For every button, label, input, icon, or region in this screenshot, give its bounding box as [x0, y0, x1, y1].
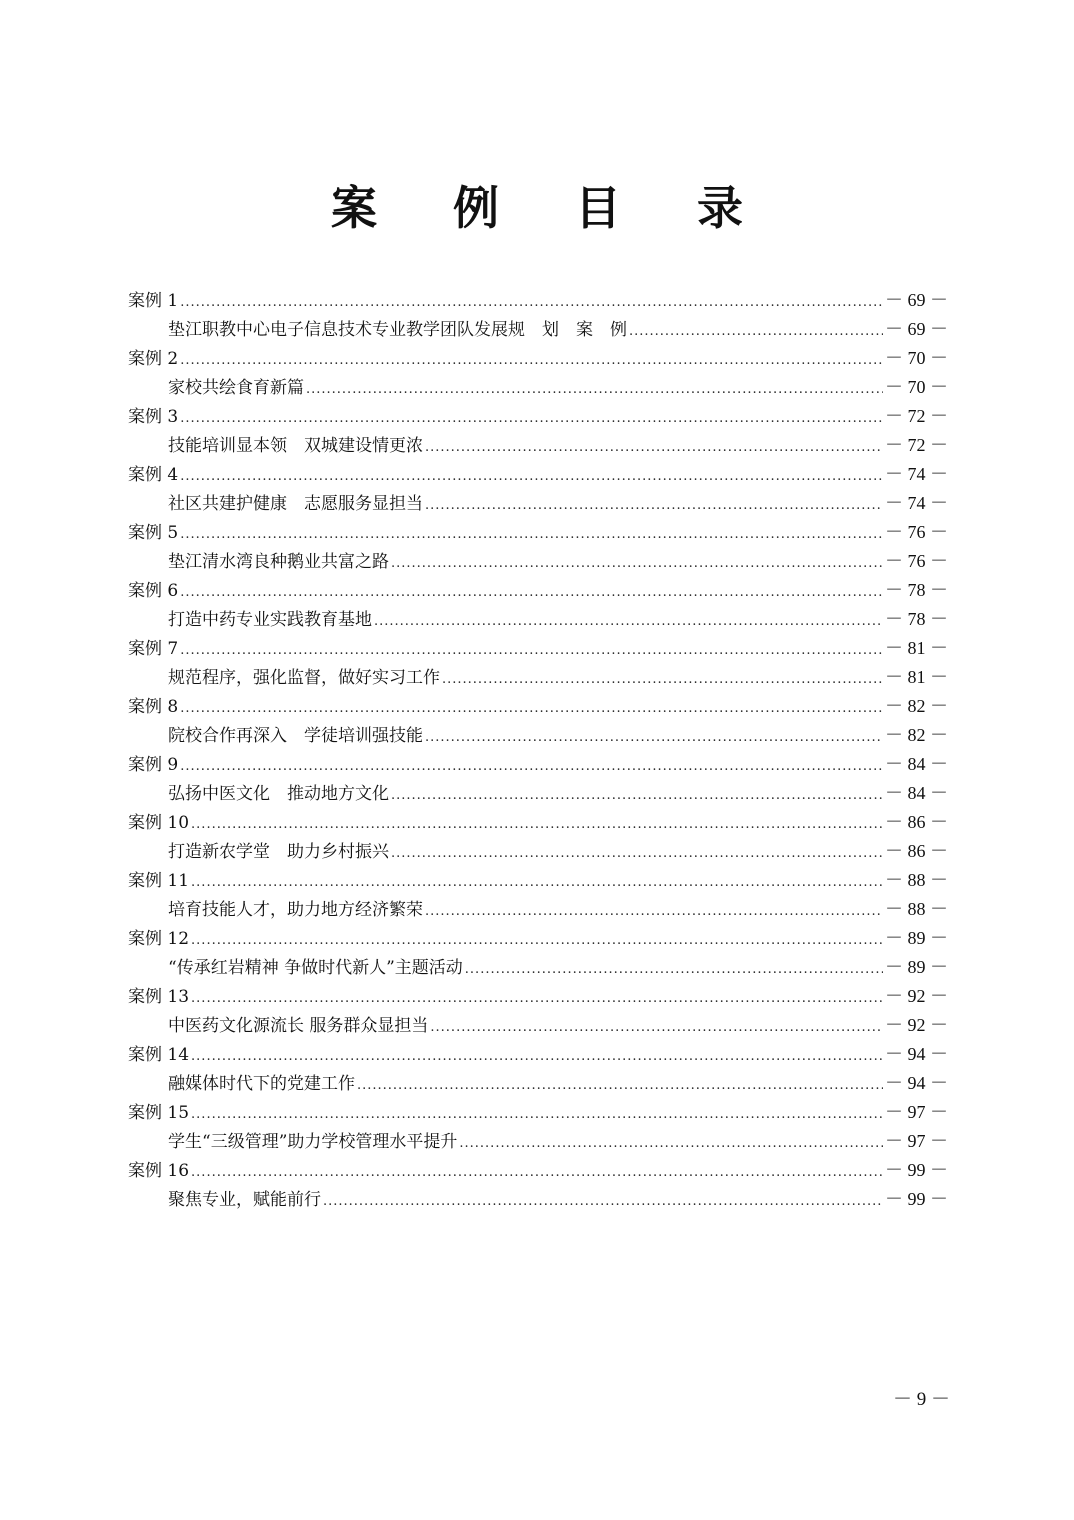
- toc-entry-label: 打造新农学堂 助力乡村振兴: [168, 842, 389, 862]
- toc-entry-title[interactable]: [128, 779, 948, 808]
- toc-entry-case[interactable]: [128, 460, 948, 489]
- toc-entry-page: － 78 －: [885, 609, 948, 629]
- toc-entry-page: － 69 －: [885, 319, 948, 339]
- dot-leader: [425, 433, 883, 462]
- toc-entry-page: － 74 －: [885, 464, 948, 484]
- toc-entry-page: － 78 －: [885, 580, 948, 600]
- toc-entry-label: 案例 3: [128, 407, 179, 427]
- toc-entry-label: 学生“三级管理”助力学校管理水平提升: [168, 1132, 458, 1152]
- toc-entry-title[interactable]: [128, 489, 948, 518]
- toc-entry-case[interactable]: [128, 808, 948, 837]
- toc-entry-label: 聚焦专业，赋能前行: [168, 1190, 321, 1210]
- toc-entry-case[interactable]: [128, 750, 948, 779]
- toc-entry-title[interactable]: [128, 547, 948, 576]
- toc-entry-label: 案例 9: [128, 755, 179, 775]
- toc-entry-label: 融媒体时代下的党建工作: [168, 1074, 355, 1094]
- toc-entry-title[interactable]: [128, 1011, 948, 1040]
- dot-leader: [180, 694, 883, 723]
- toc-entry-label: 案例 13: [128, 987, 190, 1007]
- dot-leader: [465, 955, 883, 984]
- toc-entry-label: 规范程序，强化监督，做好实习工作: [168, 668, 440, 688]
- toc-entry-page: － 70 －: [885, 348, 948, 368]
- toc-entry-page: － 94 －: [885, 1044, 948, 1064]
- page-title: 案 例 目 录: [330, 181, 774, 235]
- dot-leader: [180, 752, 883, 781]
- dot-leader: [180, 520, 883, 549]
- dot-leader: [191, 1158, 883, 1187]
- toc-entry-label: 中医药文化源流长 服务群众显担当: [168, 1016, 429, 1036]
- dot-leader: [191, 926, 883, 955]
- toc-entry-label: 案例 7: [128, 639, 179, 659]
- toc-entry-page: － 82 －: [885, 696, 948, 716]
- toc-entry-case[interactable]: [128, 1156, 948, 1185]
- toc-entry-page: － 88 －: [885, 899, 948, 919]
- toc-entry-page: － 76 －: [885, 522, 948, 542]
- toc-entry-page: － 86 －: [885, 812, 948, 832]
- toc-entry-case[interactable]: [128, 286, 948, 315]
- dot-leader: [180, 578, 883, 607]
- toc-entry-label: 案例 15: [128, 1103, 190, 1123]
- toc-entry-page: － 89 －: [885, 928, 948, 948]
- toc-entry-title[interactable]: [128, 1127, 948, 1156]
- toc-entry-case[interactable]: [128, 982, 948, 1011]
- toc-entry-page: － 89 －: [885, 957, 948, 977]
- toc-entry-label: 垫江清水湾良种鹅业共富之路: [168, 552, 389, 572]
- toc-entry-page: － 92 －: [885, 986, 948, 1006]
- toc-entry-page: － 82 －: [885, 725, 948, 745]
- toc-entry-case[interactable]: [128, 1040, 948, 1069]
- toc-entry-label: 案例 1: [128, 291, 179, 311]
- dot-leader: [425, 897, 883, 926]
- dot-leader: [191, 810, 883, 839]
- toc-entry-page: － 88 －: [885, 870, 948, 890]
- toc-entry-label: 案例 16: [128, 1161, 190, 1181]
- toc-entry-label: 打造中药专业实践教育基地: [168, 610, 372, 630]
- toc-entry-label: 案例 8: [128, 697, 179, 717]
- toc-entry-page: － 94 －: [885, 1073, 948, 1093]
- toc-entry-title[interactable]: [128, 1185, 948, 1214]
- toc-entry-title[interactable]: [128, 721, 948, 750]
- dot-leader: [459, 1129, 883, 1158]
- dot-leader: [180, 404, 883, 433]
- dot-leader: [180, 346, 883, 375]
- toc-entry-label: 社区共建护健康 志愿服务显担当: [168, 494, 423, 514]
- toc-entry-page: － 84 －: [885, 754, 948, 774]
- dot-leader: [425, 491, 883, 520]
- toc-entry-page: － 70 －: [885, 377, 948, 397]
- dot-leader: [180, 636, 883, 665]
- toc-entry-label: 案例 12: [128, 929, 190, 949]
- toc-entry-page: － 81 －: [885, 667, 948, 687]
- toc-entry-label: 案例 14: [128, 1045, 190, 1065]
- toc-entry-title[interactable]: [128, 373, 948, 402]
- toc-entry-label: 培育技能人才，助力地方经济繁荣: [168, 900, 423, 920]
- dot-leader: [180, 288, 883, 317]
- toc-entry-page: － 97 －: [885, 1102, 948, 1122]
- toc-entry-title[interactable]: [128, 953, 948, 982]
- toc-entry-page: － 72 －: [885, 406, 948, 426]
- dot-leader: [391, 781, 883, 810]
- dot-leader: [391, 549, 883, 578]
- dot-leader: [357, 1071, 883, 1100]
- toc-entry-case[interactable]: [128, 866, 948, 895]
- table-of-contents: [128, 286, 948, 1214]
- toc-entry-label: 技能培训显本领 双城建设情更浓: [168, 436, 423, 456]
- toc-entry-page: － 92 －: [885, 1015, 948, 1035]
- toc-entry-label: “传承红岩精神 争做时代新人”主题活动: [168, 958, 463, 978]
- toc-entry-page: － 86 －: [885, 841, 948, 861]
- toc-entry-page: － 81 －: [885, 638, 948, 658]
- dot-leader: [430, 1013, 883, 1042]
- toc-entry-case[interactable]: [128, 634, 948, 663]
- toc-entry-label: 垫江职教中心电子信息技术专业教学团队发展规 划 案 例: [168, 320, 627, 340]
- toc-entry-title[interactable]: [128, 431, 948, 460]
- dot-leader: [180, 462, 883, 491]
- toc-entry-title[interactable]: [128, 663, 948, 692]
- dot-leader: [191, 868, 883, 897]
- page-number: － 9 －: [892, 1389, 950, 1410]
- toc-entry-title[interactable]: [128, 837, 948, 866]
- toc-entry-label: 案例 2: [128, 349, 179, 369]
- toc-entry-label: 案例 6: [128, 581, 179, 601]
- toc-entry-page: － 69 －: [885, 290, 948, 310]
- toc-entry-case[interactable]: [128, 518, 948, 547]
- toc-entry-page: － 72 －: [885, 435, 948, 455]
- toc-entry-case[interactable]: [128, 344, 948, 373]
- toc-entry-label: 弘扬中医文化 推动地方文化: [168, 784, 389, 804]
- dot-leader: [442, 665, 883, 694]
- dot-leader: [191, 984, 883, 1013]
- toc-entry-page: － 84 －: [885, 783, 948, 803]
- toc-entry-page: － 76 －: [885, 551, 948, 571]
- dot-leader: [374, 607, 883, 636]
- dot-leader: [191, 1100, 883, 1129]
- dot-leader: [629, 317, 883, 346]
- toc-entry-case[interactable]: [128, 924, 948, 953]
- toc-entry-label: 院校合作再深入 学徒培训强技能: [168, 726, 423, 746]
- toc-entry-title[interactable]: [128, 1069, 948, 1098]
- toc-entry-label: 家校共绘食育新篇: [168, 378, 304, 398]
- toc-entry-page: － 74 －: [885, 493, 948, 513]
- toc-entry-label: 案例 10: [128, 813, 190, 833]
- toc-entry-page: － 99 －: [885, 1189, 948, 1209]
- dot-leader: [323, 1187, 883, 1216]
- toc-entry-case[interactable]: [128, 692, 948, 721]
- toc-entry-page: － 99 －: [885, 1160, 948, 1180]
- toc-entry-title[interactable]: [128, 605, 948, 634]
- toc-entry-case[interactable]: [128, 576, 948, 605]
- toc-entry-label: 案例 11: [128, 871, 190, 891]
- dot-leader: [191, 1042, 883, 1071]
- dot-leader: [391, 839, 883, 868]
- toc-entry-title[interactable]: [128, 315, 948, 344]
- toc-entry-case[interactable]: [128, 1098, 948, 1127]
- toc-entry-label: 案例 4: [128, 465, 179, 485]
- toc-entry-label: 案例 5: [128, 523, 179, 543]
- dot-leader: [306, 375, 883, 404]
- dot-leader: [425, 723, 883, 752]
- toc-entry-case[interactable]: [128, 402, 948, 431]
- toc-entry-title[interactable]: [128, 895, 948, 924]
- toc-entry-page: － 97 －: [885, 1131, 948, 1151]
